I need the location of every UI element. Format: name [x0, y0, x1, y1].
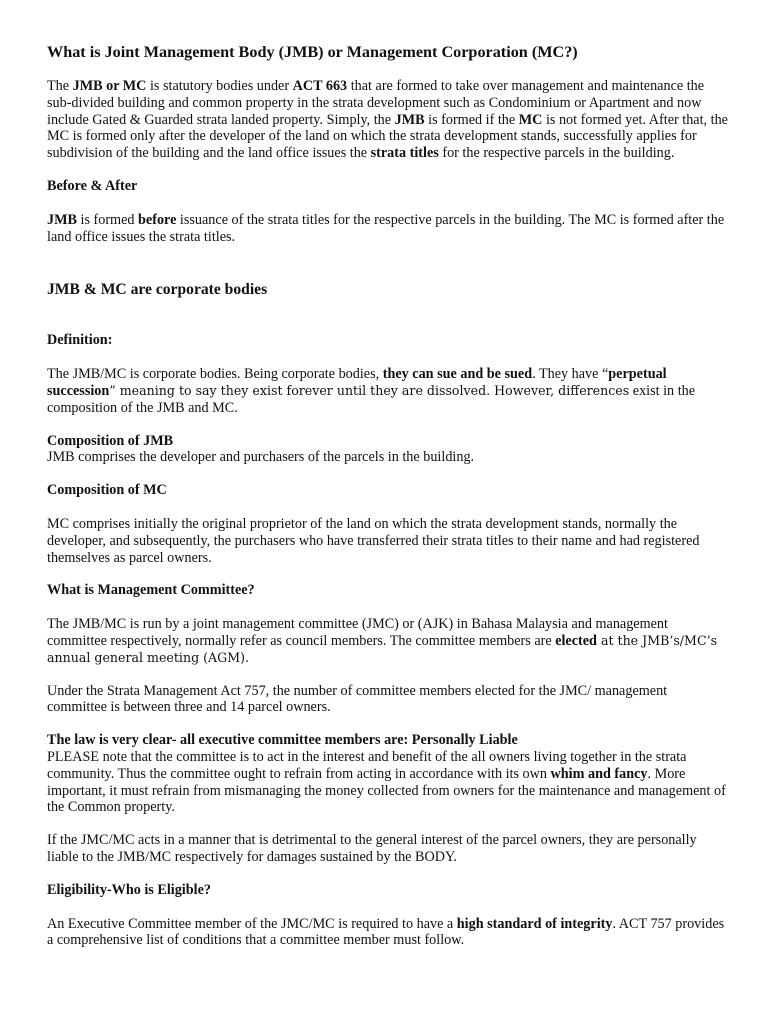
text: is formed if the [424, 111, 519, 128]
paragraph-personally-liable [47, 749, 728, 816]
bold-text: ACT 663 [292, 78, 348, 94]
heading-corporate-bodies: JMB & MC are corporate bodies [47, 281, 268, 299]
paragraph-management-committee [47, 616, 728, 666]
heading-before-after: Before & After [47, 177, 138, 194]
text: that are formed to take over management and maintenance the sub-divided building and common property in the strata development such as Condominium or Apartment and now include Gated & Guarded strata landed property. Simply, the [47, 78, 705, 128]
text: is statutory bodies under [146, 78, 293, 94]
text: for the respective parcels in the building. [438, 145, 675, 162]
heading-composition-mc: Composition of MC [47, 482, 167, 499]
paragraph-jmb-mc-intro [47, 78, 728, 162]
heading-definition: Definition: [47, 332, 113, 349]
bold-text: JMB [47, 211, 77, 228]
text: exist in the composition of the JMB and MC. [47, 382, 696, 416]
text: . ACT 757 provides a comprehensive list of conditions that a committee member must follow. [47, 915, 725, 949]
paragraph-eligibility [47, 916, 728, 950]
heading-personally-liable: The law is very clear- all executive committee members are: Personally Liable [47, 732, 518, 749]
bold-text: JMB [394, 111, 425, 128]
bold-text: elected [555, 632, 597, 649]
paragraph-strata-act: Under the Strata Management Act 757, the number of committee members elected for the JMC/ management committee is between three and 14 parcel owners. [47, 682, 668, 716]
text: ” meaning to say they exist forever until they are dissolved. However, differences [109, 382, 630, 398]
bold-text: they can sue and be sued [382, 366, 533, 383]
text: . They have “ [532, 366, 609, 383]
paragraph-detrimental: If the JMC/MC acts in a manner that is detrimental to the general interest of the parcel owners, they are personally liable to the JMB/MC respectively for damages sustained by the BODY. [47, 832, 697, 865]
text: PLEASE note that the committee is to act in the interest and benefit of the all owners living together in the strata community. Thus the committee ought to refrain from acting in accordance with its own [47, 748, 687, 782]
paragraph-definition [47, 366, 728, 416]
heading-composition-jmb: Composition of JMB [47, 432, 174, 449]
bold-text: JMB or MC [72, 78, 147, 94]
bold-text: whim and fancy [550, 765, 648, 782]
text: The JMB/MC is run by a joint management committee (JMC) or (AJK) in Bahasa Malaysia and management committee respectively, normally refer as council members. The committee members are [47, 616, 668, 649]
heading-management-committee: What is Management Committee? [47, 582, 255, 599]
paragraph-composition-mc: MC comprises initially the original proprietor of the land on which the strata development stands, normally the developer, and subsequently, the purchasers who have transferred their strata titles to their name and had registered themselves as parcel owners. [47, 515, 700, 566]
bold-text: high standard of integrity [456, 915, 613, 932]
text: at the JMB’s/MC’s annual general meeting (AGM). [47, 632, 718, 665]
paragraph-composition-jmb: JMB comprises the developer and purchasers of the parcels in the building. [47, 449, 475, 466]
text: is not formed yet. After that, the MC is formed only after the developer of the land on which the strata development stands, successfully applies for subdivision of the building and the land office issues the [47, 111, 728, 162]
bold-text: strata titles [370, 145, 439, 162]
text: issuance of the strata titles for the respective parcels in the building. The MC is formed after the land office issues the strata titles. [47, 211, 725, 245]
text: An Executive Committee member of the JMC/MC is required to have a [47, 915, 457, 932]
text: The [47, 78, 73, 94]
bold-text: perpetual succession [47, 366, 667, 399]
paragraph-before-after [47, 212, 728, 246]
heading-eligibility: Eligibility-Who is Eligible? [47, 881, 211, 898]
bold-text: MC [518, 111, 543, 128]
bold-text: before [138, 211, 177, 228]
text: The JMB/MC is corporate bodies. Being corporate bodies, [47, 366, 383, 383]
page-title: What is Joint Management Body (JMB) or Management Corporation (MC?) [47, 43, 578, 61]
text: . More important, it must refrain from mismanaging the money collected from owners for the maintenance and management of the Common property. [47, 765, 726, 816]
text: is formed [76, 211, 139, 228]
